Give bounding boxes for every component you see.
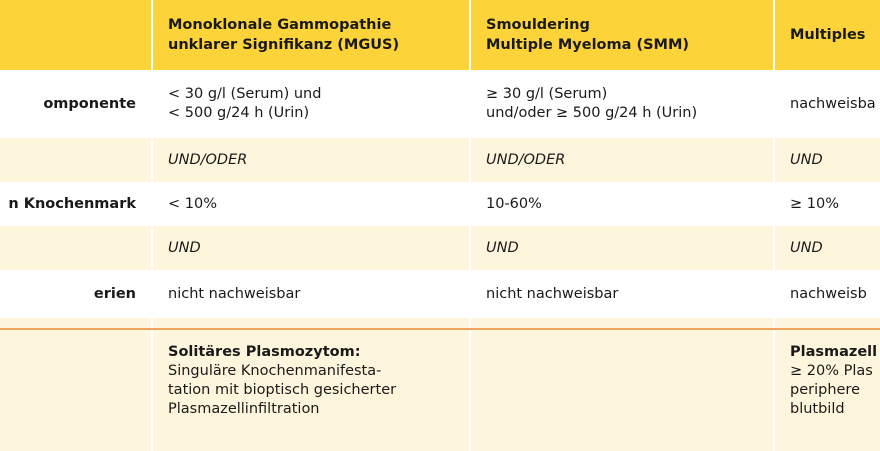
cell-serum-smm-line2: und/oder ≥ 500 g/24 h (Urin)	[486, 105, 698, 121]
solitary-plasmacytoma-line2: tation mit bioptisch gesicherter	[168, 382, 397, 398]
cell-organ-mgus	[152, 270, 470, 318]
cell-connector2-smm-text: UND	[486, 239, 519, 256]
table-row-organ-criteria	[0, 270, 880, 318]
header-smm-line2: Multiple Myeloma (SMM)	[486, 37, 689, 53]
cell-organ-smm-text: nicht nachweisbar	[486, 285, 619, 302]
cell-connector2-mm-text: UND	[790, 239, 823, 256]
cell-connector2-mgus-text: UND	[168, 239, 201, 256]
header-smm	[470, 0, 774, 70]
cell-serum-mm	[774, 70, 880, 138]
cell-organ-mgus-text: nicht nachweisbar	[168, 285, 301, 302]
row-label-organ-criteria	[0, 270, 152, 318]
plasma-cell-leukemia-line3: blutbild	[790, 401, 845, 417]
cell-connector1-mm	[774, 138, 880, 182]
table-row-knochenmark	[0, 182, 880, 226]
cell-knochenmark-mm	[774, 182, 880, 226]
column-separator-2-bottom	[469, 330, 471, 451]
header-mgus	[152, 0, 470, 70]
column-separator-1	[151, 0, 153, 328]
header-mgus-line2: unklarer Signifikanz (MGUS)	[168, 37, 400, 53]
table-row-connector-2	[0, 226, 880, 270]
solitary-plasmacytoma-title: Solitäres Plasmozytom:	[168, 344, 361, 360]
cell-organ-mm-text: nachweisb	[790, 285, 867, 302]
cell-connector1-mgus	[152, 138, 470, 182]
cell-serum-mm-text: nachweisba	[790, 95, 876, 112]
row-label-knochenmark	[0, 182, 152, 226]
cell-organ-smm	[470, 270, 774, 318]
row-label-serum-text: omponente	[43, 95, 136, 112]
solitary-plasmacytoma-line3: Plasmazellinfiltration	[168, 401, 320, 417]
cell-serum-mgus-line1: < 30 g/l (Serum) und	[168, 86, 322, 102]
column-separator-3-bottom	[773, 330, 775, 451]
cell-connector1-smm	[470, 138, 774, 182]
cell-knochenmark-smm	[470, 182, 774, 226]
cell-connector2-smm	[470, 226, 774, 270]
column-separator-1-bottom	[151, 330, 153, 451]
cell-knochenmark-mgus	[152, 182, 470, 226]
table-row-special-forms	[0, 330, 880, 451]
plasma-cell-leukemia-line1: ≥ 20% Plas	[790, 363, 873, 379]
table-row-serum	[0, 70, 880, 138]
cell-connector1-mm-text: UND	[790, 151, 823, 168]
plasma-cell-leukemia-line2: periphere	[790, 382, 860, 398]
cell-solitary-plasmacytoma	[152, 330, 470, 451]
cell-special-smm-empty	[470, 330, 774, 451]
table-row-spacer	[0, 318, 880, 328]
column-separator-2	[469, 0, 471, 328]
row-label-serum	[0, 70, 152, 138]
row-label-organ-criteria-text: erien	[93, 285, 136, 302]
cell-serum-mgus	[152, 70, 470, 138]
cell-connector1-smm-text: UND/ODER	[486, 151, 566, 168]
row-label-knochenmark-text: n Knochenmark	[8, 195, 136, 212]
header-mgus-line1: Monoklonale Gammopathie	[168, 17, 392, 33]
header-mm	[774, 0, 880, 70]
cell-connector2-mm	[774, 226, 880, 270]
plasma-cell-leukemia-title: Plasmazell	[790, 344, 878, 360]
cell-serum-smm	[470, 70, 774, 138]
cell-connector2-mgus	[152, 226, 470, 270]
cell-knochenmark-smm-text: 10-60%	[486, 195, 542, 212]
cell-serum-smm-line1: ≥ 30 g/l (Serum)	[486, 86, 608, 102]
table-header-row	[0, 0, 880, 70]
header-smm-line1: Smouldering	[486, 17, 590, 33]
cell-knochenmark-mm-text: ≥ 10%	[790, 195, 839, 212]
table-row-connector-1	[0, 138, 880, 182]
header-mm-line1: Multiples	[790, 27, 866, 43]
cell-connector1-mgus-text: UND/ODER	[168, 151, 248, 168]
cell-serum-mgus-line2: < 500 g/24 h (Urin)	[168, 105, 310, 121]
solitary-plasmacytoma-line1: Singuläre Knochenmanifesta-	[168, 363, 382, 379]
column-separator-3	[773, 0, 775, 328]
cell-organ-mm	[774, 270, 880, 318]
cell-plasma-cell-leukemia	[774, 330, 880, 451]
cell-knochenmark-mgus-text: < 10%	[168, 195, 217, 212]
